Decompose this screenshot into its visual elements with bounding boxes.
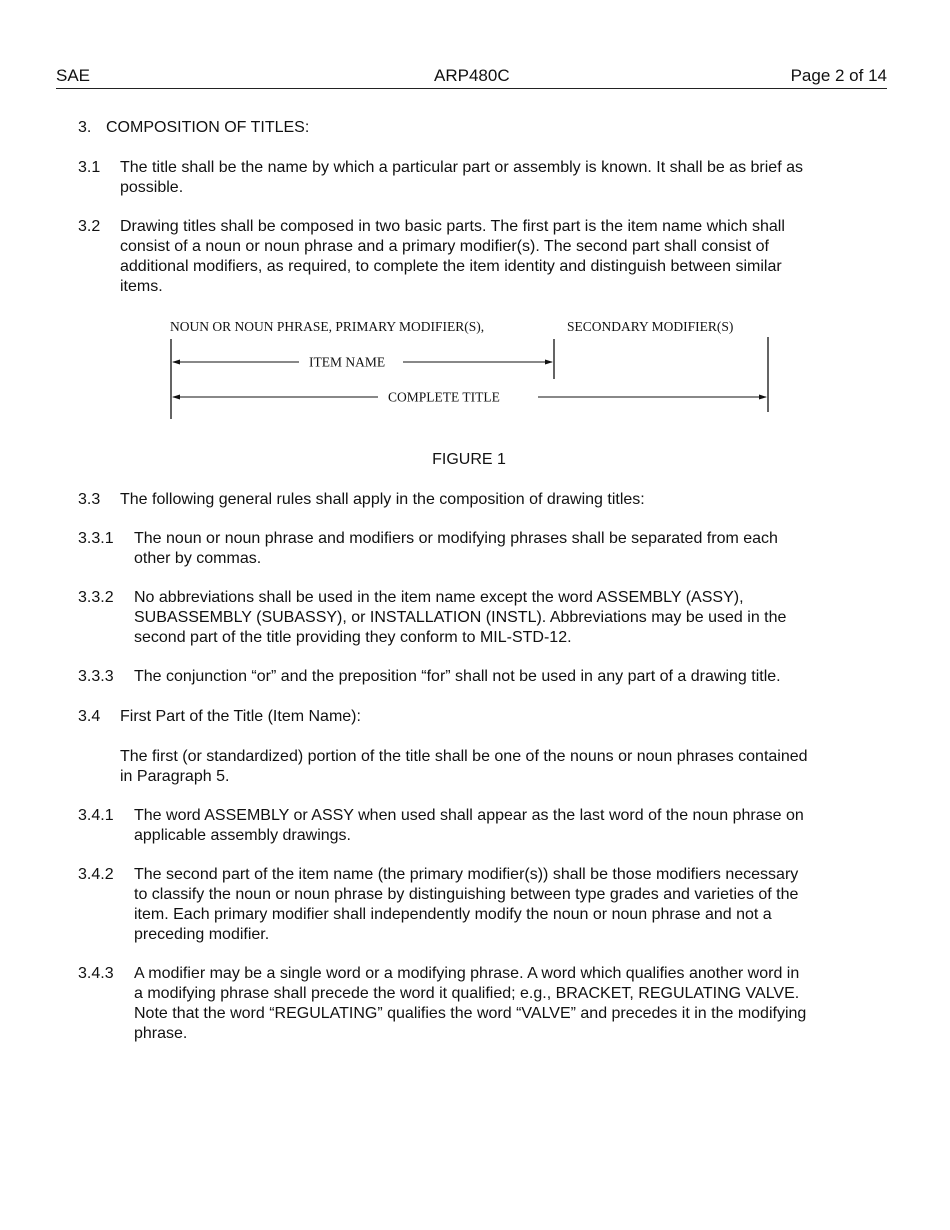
text-line: in Paragraph 5.: [120, 768, 230, 785]
text-line: preceding modifier.: [134, 926, 270, 943]
header-doc-number: ARP480C: [434, 66, 510, 85]
header-page-number: Page 2 of 14: [790, 66, 887, 85]
arrowhead-left: [172, 395, 180, 400]
figure-label-complete-title: COMPLETE TITLE: [388, 389, 500, 405]
paragraph-number: 3.4.2: [78, 866, 114, 883]
page-header: [56, 66, 887, 89]
figure-1-diagram: [165, 315, 780, 425]
text-line: The first (or standardized) portion of the title shall be one of the nouns or noun phrases contained: [120, 748, 808, 765]
paragraph-number: 3.4.1: [78, 807, 114, 824]
text-line: The noun or noun phrase and modifiers or modifying phrases shall be separated from each: [134, 530, 778, 547]
text-line: items.: [120, 278, 163, 295]
section-title: COMPOSITION OF TITLES:: [106, 119, 310, 136]
text-line: a modifying phrase shall precede the word it qualified; e.g., BRACKET, REGULATING VALVE.: [134, 985, 800, 1002]
text-line: additional modifiers, as required, to complete the item identity and distinguish between similar: [120, 258, 782, 275]
text-line: The word ASSEMBLY or ASSY when used shall appear as the last word of the noun phrase on: [134, 807, 804, 824]
paragraph-number: 3.4: [78, 708, 101, 725]
paragraph-number: 3.4.3: [78, 965, 114, 982]
paragraph-number: 3.2: [78, 218, 101, 235]
text-line: possible.: [120, 179, 184, 196]
text-line: phrase.: [134, 1025, 188, 1042]
text-line: No abbreviations shall be used in the item name except the word ASSEMBLY (ASSY),: [134, 589, 744, 606]
text-line: applicable assembly drawings.: [134, 827, 351, 844]
text-line: SUBASSEMBLY (SUBASSY), or INSTALLATION (INSTL). Abbreviations may be used in the: [134, 609, 787, 626]
arrowhead-left: [172, 360, 180, 365]
text-line: second part of the title providing they conform to MIL-STD-12.: [134, 629, 572, 646]
text-line: First Part of the Title (Item Name):: [120, 708, 361, 725]
arrowhead-right: [545, 360, 553, 365]
figure-label-secondary: SECONDARY MODIFIER(S): [567, 319, 734, 334]
text-line: to classify the noun or noun phrase by distinguishing between type grades and varieties of the: [134, 886, 799, 903]
arrowhead-right: [759, 395, 767, 400]
paragraph-number: 3.3: [78, 491, 101, 508]
paragraph-number: 3.3.2: [78, 589, 114, 606]
text-line: other by commas.: [134, 550, 262, 567]
text-line: Note that the word “REGULATING” qualifies the word “VALVE” and precedes it in the modifying: [134, 1005, 807, 1022]
figure-label-noun-primary: NOUN OR NOUN PHRASE, PRIMARY MODIFIER(S),: [170, 319, 485, 334]
figure-caption: FIGURE 1: [432, 451, 506, 468]
text-line: The second part of the item name (the primary modifier(s)) shall be those modifiers necessary: [134, 866, 799, 883]
paragraph-number: 3.3.1: [78, 530, 114, 547]
text-line: A modifier may be a single word or a modifying phrase. A word which qualifies another word in: [134, 965, 800, 982]
text-line: The conjunction “or” and the preposition “for” shall not be used in any part of a drawing title.: [134, 668, 781, 685]
paragraph-number: 3.3.3: [78, 668, 114, 685]
paragraph-number: 3.1: [78, 159, 101, 176]
text-line: Drawing titles shall be composed in two basic parts. The first part is the item name which shall: [120, 218, 785, 235]
figure-label-item-name: ITEM NAME: [309, 354, 386, 370]
text-line: item. Each primary modifier shall independently modify the noun or noun phrase and not a: [134, 906, 772, 923]
text-line: consist of a noun or noun phrase and a primary modifier(s). The second part shall consist of: [120, 238, 769, 255]
text-line: The title shall be the name by which a particular part or assembly is known. It shall be as brief as: [120, 159, 803, 176]
section-number: 3.: [78, 119, 92, 136]
text-line: The following general rules shall apply in the composition of drawing titles:: [120, 491, 645, 508]
header-org: SAE: [56, 66, 91, 85]
